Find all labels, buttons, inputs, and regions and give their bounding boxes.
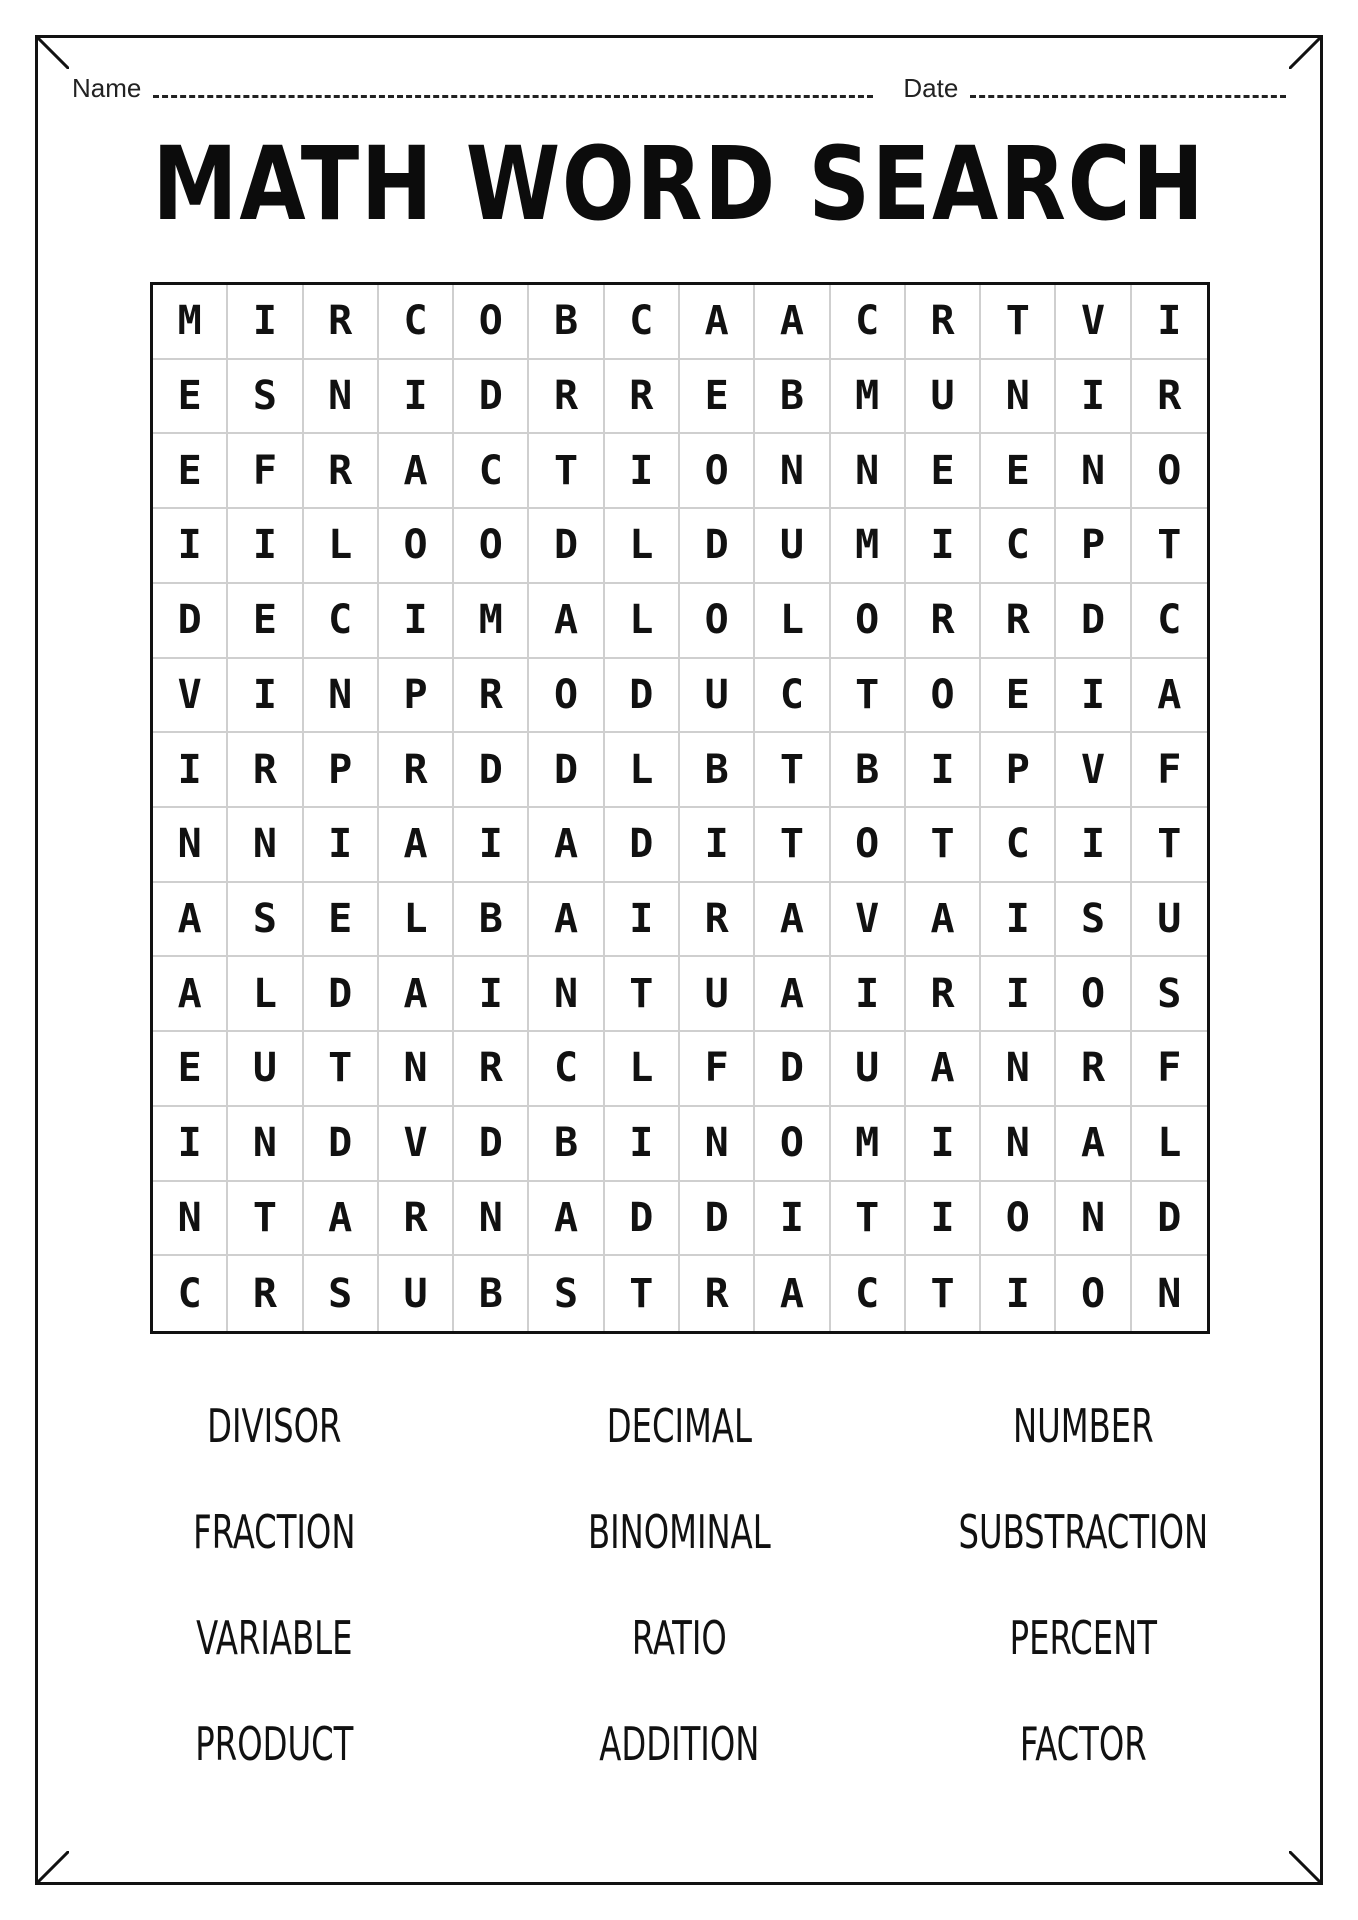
word-list-item: BINOMINAL (587, 1505, 771, 1559)
grid-cell[interactable]: I (906, 509, 981, 584)
grid-cell[interactable]: D (454, 733, 529, 808)
word-list-item: SUBSTRACTION (958, 1505, 1209, 1559)
grid-cell[interactable]: E (153, 434, 228, 509)
grid-cell[interactable]: O (1056, 1256, 1131, 1331)
grid-cell[interactable]: C (153, 1256, 228, 1331)
grid-cell[interactable]: I (605, 1107, 680, 1182)
grid-cell[interactable]: F (1132, 733, 1207, 808)
grid-cell[interactable]: C (1132, 584, 1207, 659)
grid-cell[interactable]: V (379, 1107, 454, 1182)
grid-cell[interactable]: I (228, 285, 303, 360)
grid-cell[interactable]: U (1132, 883, 1207, 958)
word-list-item: FRACTION (193, 1505, 356, 1559)
grid-cell[interactable]: I (1056, 808, 1131, 883)
grid-cell[interactable]: D (605, 808, 680, 883)
grid-cell[interactable]: A (153, 883, 228, 958)
grid-cell[interactable]: S (228, 360, 303, 435)
grid-cell[interactable]: C (605, 285, 680, 360)
grid-cell[interactable]: R (379, 733, 454, 808)
grid-cell[interactable]: S (1056, 883, 1131, 958)
letter-grid (150, 282, 1210, 1334)
grid-cell[interactable]: O (680, 434, 755, 509)
word-list-item: PRODUCT (195, 1717, 354, 1771)
grid-cell[interactable]: I (1056, 360, 1131, 435)
word-list-item: ADDITION (598, 1717, 760, 1771)
grid-cell[interactable]: I (379, 360, 454, 435)
grid-cell[interactable]: B (755, 360, 830, 435)
grid-cell[interactable]: E (153, 360, 228, 435)
grid-cell[interactable]: R (906, 584, 981, 659)
grid-cell[interactable]: A (379, 434, 454, 509)
grid-cell[interactable]: L (605, 1032, 680, 1107)
grid-cell[interactable]: S (304, 1256, 379, 1331)
grid-cell[interactable]: R (379, 1182, 454, 1257)
grid-cell[interactable]: R (454, 1032, 529, 1107)
grid-cell[interactable]: F (680, 1032, 755, 1107)
word-list-item: VARIABLE (196, 1611, 353, 1665)
grid-cell[interactable]: L (755, 584, 830, 659)
grid-cell[interactable]: A (1056, 1107, 1131, 1182)
grid-cell[interactable]: O (981, 1182, 1056, 1257)
grid-cell[interactable]: B (529, 285, 604, 360)
grid-cell[interactable]: I (906, 733, 981, 808)
grid-cell[interactable]: I (454, 957, 529, 1032)
grid-cell[interactable]: A (529, 808, 604, 883)
grid-cell[interactable]: I (228, 509, 303, 584)
grid-cell[interactable]: N (831, 434, 906, 509)
grid-cell[interactable]: R (228, 1256, 303, 1331)
grid-cell[interactable]: U (755, 509, 830, 584)
grid-cell[interactable]: D (529, 733, 604, 808)
grid-cell[interactable]: N (1157, 1270, 1182, 1317)
grid-cell[interactable]: L (605, 509, 680, 584)
corner-ornament (35, 35, 69, 69)
grid-cell[interactable]: P (981, 733, 1056, 808)
grid-cell[interactable]: C (981, 509, 1056, 584)
grid-cell[interactable]: O (831, 808, 906, 883)
grid-cell[interactable]: A (304, 1182, 379, 1257)
grid-cell[interactable]: V (1056, 285, 1131, 360)
grid-cell[interactable]: N (1056, 1182, 1131, 1257)
corner-ornament (35, 1851, 69, 1885)
word-list-item: DIVISOR (207, 1399, 342, 1453)
grid-cell[interactable]: N (755, 434, 830, 509)
word-list (72, 1395, 1286, 1775)
header-fields (72, 70, 1286, 104)
grid-cell[interactable]: I (454, 808, 529, 883)
grid-cell[interactable]: O (454, 509, 529, 584)
grid-cell[interactable]: I (228, 659, 303, 734)
grid-cell[interactable]: T (831, 1182, 906, 1257)
grid-cell[interactable]: A (755, 1256, 830, 1331)
grid-cell[interactable]: A (755, 285, 830, 360)
grid-cell[interactable]: C (755, 659, 830, 734)
grid-cell[interactable]: I (981, 883, 1056, 958)
grid-cell[interactable]: P (379, 659, 454, 734)
grid-cell[interactable]: R (605, 360, 680, 435)
grid-cell[interactable]: U (379, 1256, 454, 1331)
grid-cell[interactable]: I (153, 509, 228, 584)
grid-cell[interactable]: D (755, 1032, 830, 1107)
grid-cell[interactable]: R (529, 360, 604, 435)
grid-cell[interactable]: M (454, 584, 529, 659)
grid-cell[interactable]: M (831, 360, 906, 435)
grid-cell[interactable]: M (831, 1107, 906, 1182)
grid-cell[interactable]: O (529, 659, 604, 734)
grid-cell[interactable]: C (379, 285, 454, 360)
grid-cell[interactable]: T (228, 1182, 303, 1257)
grid-cell[interactable]: O (1056, 957, 1131, 1032)
grid-cell[interactable]: P (304, 733, 379, 808)
grid-cell[interactable]: L (228, 957, 303, 1032)
grid-cell[interactable]: N (153, 808, 228, 883)
grid-cell[interactable]: O (680, 584, 755, 659)
grid-cell[interactable]: U (831, 1032, 906, 1107)
grid-cell[interactable]: I (605, 883, 680, 958)
grid-cell[interactable]: E (304, 883, 379, 958)
grid-cell[interactable]: O (454, 285, 529, 360)
grid-cell[interactable]: U (228, 1032, 303, 1107)
grid-cell[interactable]: N (981, 1107, 1056, 1182)
grid-cell[interactable]: O (379, 509, 454, 584)
grid-cell[interactable]: N (529, 957, 604, 1032)
grid-cell[interactable]: T (1132, 808, 1207, 883)
grid-cell[interactable]: U (680, 659, 755, 734)
grid-cell[interactable]: D (454, 1107, 529, 1182)
grid-cell[interactable]: V (1056, 733, 1131, 808)
grid-cell[interactable]: F (1132, 1032, 1207, 1107)
grid-cell[interactable]: E (228, 584, 303, 659)
grid-cell[interactable]: R (680, 1256, 755, 1331)
grid-cell[interactable]: T (304, 1032, 379, 1107)
grid-cell[interactable]: E (981, 659, 1056, 734)
grid-cell[interactable]: B (454, 883, 529, 958)
grid-cell[interactable]: R (1132, 360, 1207, 435)
grid-cell[interactable]: L (605, 733, 680, 808)
grid-cell[interactable]: D (529, 509, 604, 584)
corner-ornament (1289, 35, 1323, 69)
grid-cell[interactable]: T (529, 434, 604, 509)
grid-cell[interactable]: R (1056, 1032, 1131, 1107)
grid-cell[interactable]: P (1056, 509, 1131, 584)
grid-cell[interactable]: I (153, 1107, 228, 1182)
grid-cell[interactable]: D (304, 1107, 379, 1182)
grid-cell[interactable]: C (981, 808, 1056, 883)
grid-cell[interactable]: N (981, 360, 1056, 435)
word-list-item: DECIMAL (606, 1399, 752, 1453)
grid-cell[interactable]: R (906, 957, 981, 1032)
page-title: MATH WORD SEARCH (152, 125, 1206, 244)
grid-cell[interactable]: N (454, 1182, 529, 1257)
grid-cell[interactable]: R (680, 883, 755, 958)
grid-cell[interactable]: T (605, 957, 680, 1032)
grid-cell[interactable]: A (906, 1032, 981, 1107)
grid-cell[interactable]: N (304, 360, 379, 435)
grid-cell[interactable]: R (304, 285, 379, 360)
grid-cell[interactable]: D (680, 509, 755, 584)
grid-cell[interactable]: B (529, 1107, 604, 1182)
grid-cell[interactable]: A (379, 808, 454, 883)
grid-cell[interactable]: D (153, 584, 228, 659)
grid-cell[interactable]: I (981, 957, 1056, 1032)
grid-cell[interactable]: C (831, 1256, 906, 1331)
grid-cell[interactable]: D (454, 360, 529, 435)
grid-cell[interactable]: A (153, 957, 228, 1032)
grid-cell[interactable]: V (153, 659, 228, 734)
grid-cell[interactable]: O (1132, 434, 1207, 509)
grid-cell[interactable]: M (831, 509, 906, 584)
grid-cell[interactable]: T (1132, 509, 1207, 584)
grid-cell[interactable]: A (529, 584, 604, 659)
word-list-item: FACTOR (1020, 1717, 1148, 1771)
grid-cell[interactable]: T (906, 1256, 981, 1331)
grid-cell[interactable]: N (981, 1032, 1056, 1107)
grid-cell[interactable]: S (529, 1256, 604, 1331)
grid-cell[interactable]: N (379, 1032, 454, 1107)
grid-cell[interactable]: L (605, 584, 680, 659)
grid-cell[interactable]: L (304, 509, 379, 584)
grid-cell[interactable]: S (228, 883, 303, 958)
grid-cell[interactable]: A (755, 957, 830, 1032)
grid-cell[interactable]: V (831, 883, 906, 958)
grid-cell[interactable]: E (981, 434, 1056, 509)
grid-cell[interactable]: D (1132, 1182, 1207, 1257)
grid-cell[interactable]: U (680, 957, 755, 1032)
grid-cell[interactable]: B (680, 733, 755, 808)
grid-cell[interactable]: D (1056, 584, 1131, 659)
grid-cell[interactable]: D (605, 659, 680, 734)
grid-cell[interactable]: I (153, 733, 228, 808)
grid-cell[interactable]: I (906, 1182, 981, 1257)
date-label: Date (903, 73, 959, 103)
grid-cell[interactable]: B (454, 1256, 529, 1331)
grid-cell[interactable]: O (906, 659, 981, 734)
grid-cell[interactable]: I (1132, 285, 1207, 360)
grid-cell[interactable]: C (529, 1032, 604, 1107)
grid-cell[interactable]: N (680, 1107, 755, 1182)
grid-cell[interactable]: I (1056, 659, 1131, 734)
grid-cell[interactable]: R (981, 584, 1056, 659)
grid-cell[interactable]: R (228, 733, 303, 808)
grid-cell[interactable]: N (153, 1182, 228, 1257)
corner-ornament (1289, 1851, 1323, 1885)
grid-cell[interactable]: I (379, 584, 454, 659)
grid-cell[interactable]: U (906, 360, 981, 435)
grid-cell[interactable]: C (304, 584, 379, 659)
grid-cell[interactable]: A (529, 1182, 604, 1257)
grid-cell[interactable]: D (680, 1182, 755, 1257)
grid-cell[interactable]: I (906, 1107, 981, 1182)
grid-cell[interactable]: T (831, 659, 906, 734)
grid-cell[interactable]: L (379, 883, 454, 958)
grid-cell[interactable]: T (605, 1256, 680, 1331)
grid-cell[interactable]: I (755, 1182, 830, 1257)
date-field[interactable] (970, 89, 1286, 98)
grid-cell[interactable]: L (1132, 1107, 1207, 1182)
grid-cell[interactable]: O (755, 1107, 830, 1182)
grid-cell[interactable]: I (304, 808, 379, 883)
grid-cell[interactable]: R (454, 659, 529, 734)
grid-cell[interactable]: A (379, 957, 454, 1032)
name-field[interactable] (153, 89, 873, 98)
grid-cell[interactable]: D (605, 1182, 680, 1257)
grid-cell[interactable]: A (680, 285, 755, 360)
grid-cell[interactable]: A (1132, 659, 1207, 734)
grid-cell[interactable]: A (529, 883, 604, 958)
grid-cell[interactable]: E (680, 360, 755, 435)
grid-cell[interactable]: M (153, 285, 228, 360)
word-list-item: RATIO (631, 1611, 727, 1665)
grid-cell[interactable]: R (906, 285, 981, 360)
grid-cell[interactable]: E (906, 434, 981, 509)
grid-cell[interactable]: A (906, 883, 981, 958)
grid-cell[interactable]: F (228, 434, 303, 509)
word-list-item: PERCENT (1010, 1611, 1158, 1665)
grid-cell[interactable]: T (906, 808, 981, 883)
word-list-item: NUMBER (1013, 1399, 1154, 1453)
grid-cell[interactable]: I (981, 1256, 1056, 1331)
grid-cell[interactable]: T (981, 285, 1056, 360)
grid-cell[interactable]: C (454, 434, 529, 509)
grid-cell[interactable]: S (1132, 957, 1207, 1032)
grid-cell[interactable]: E (153, 1032, 228, 1107)
grid-cell[interactable]: D (304, 957, 379, 1032)
grid-cell[interactable]: O (831, 584, 906, 659)
grid-cell[interactable]: T (755, 808, 830, 883)
grid-cell[interactable]: N (228, 808, 303, 883)
grid-cell[interactable]: B (831, 733, 906, 808)
grid-cell[interactable]: I (605, 434, 680, 509)
grid-cell[interactable]: N (228, 1107, 303, 1182)
grid-cell[interactable]: T (755, 733, 830, 808)
grid-cell[interactable]: N (1056, 434, 1131, 509)
grid-cell[interactable]: I (680, 808, 755, 883)
name-label: Name (72, 73, 142, 103)
grid-cell[interactable]: I (831, 957, 906, 1032)
grid-cell[interactable]: R (304, 434, 379, 509)
grid-cell[interactable]: A (755, 883, 830, 958)
grid-cell[interactable]: C (831, 285, 906, 360)
grid-cell[interactable]: N (304, 659, 379, 734)
